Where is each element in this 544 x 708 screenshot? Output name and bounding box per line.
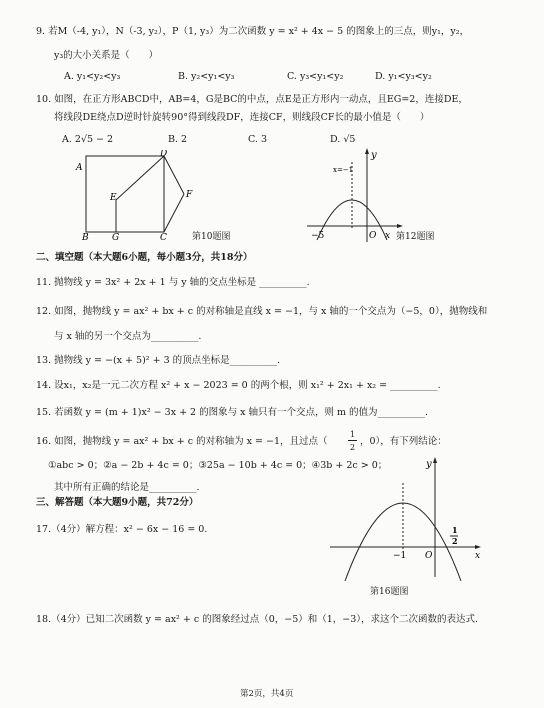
q10-option-b: B. 2 xyxy=(168,134,188,145)
q16-conclusions: ①abc > 0；②a − 2b + 4c = 0；③25a − 10b + 4c = 0；④3b + 2c > 0； xyxy=(48,460,388,471)
q10-stem-line2: 将线段DE绕点D逆时针旋转90°得到线段DF，连接CF，则线段CF长的最小值是（ ） xyxy=(54,112,430,123)
fig16-half-den: 2 xyxy=(452,536,458,546)
q9-option-c: C. y₃<y₁<y₂ xyxy=(287,71,344,82)
q14-text: 14. 设x₁，x₂是一元二次方程 x² + x − 2023 = 0 的两个根，则 x₁² + 2x₁ + x₂ = __________. xyxy=(36,380,441,391)
q9-option-d: D. y₁<y₃<y₂ xyxy=(375,71,432,82)
fig10-square-diagram xyxy=(74,150,204,240)
fig16-neg1-label: −1 xyxy=(393,551,407,561)
q9-stem-line1: 9. 若M（-4, y₁），N（-3, y₂），P（1, y₃）为二次函数 y = x² + 4x − 5 的图象上的三点，则y₁，y₂， xyxy=(36,26,470,37)
q11-text: 11. 抛物线 y = 3x² + 2x + 1 与 y 轴的交点坐标是 __________. xyxy=(36,277,310,288)
page-footer: 第2页，共4页 xyxy=(240,689,294,699)
fig12-parabola-graph xyxy=(305,148,405,244)
q9-stem-line2: y₃的大小关系是（ ） xyxy=(54,50,159,61)
fig12-neg5-label: −5 xyxy=(311,231,325,241)
fig16-x-arrow xyxy=(475,545,481,549)
fig10-label-b: B xyxy=(82,233,89,240)
q18-text: 18.（4分）已知二次函数 y = ax² + c 的图象经过点（0，−5）和（1，−3），求这个二次函数的表达式. xyxy=(36,614,479,625)
q16-frac-num: 1 xyxy=(350,430,356,439)
fig10-label-e: E xyxy=(110,193,117,203)
fig16-parabola xyxy=(345,503,461,581)
fig12-caption: 第12题图 xyxy=(396,232,435,242)
fig12-x-arrow xyxy=(397,224,403,228)
fig12-symmetry-label: x=−1 xyxy=(333,166,354,174)
q12-stem-line1: 12. 如图，抛物线 y = ax² + bx + c 的对称轴是直线 x = −1，与 x 轴的一个交点为（−5，0），抛物线和 xyxy=(36,306,488,317)
q9-option-a: A. y₁<y₂<y₃ xyxy=(64,71,121,82)
q10-option-c: C. 3 xyxy=(248,134,268,145)
section2-title: 二、填空题（本大题6小题，每小题3分，共18分） xyxy=(36,252,253,263)
fig10-caption: 第10题图 xyxy=(192,232,231,242)
fig16-x-label: x xyxy=(475,551,481,561)
q9-option-b: B. y₂<y₁<y₃ xyxy=(178,71,235,82)
fig10-label-d: D xyxy=(160,150,168,159)
q10-option-d: D. √5 xyxy=(330,134,356,145)
fig10-segment-fc xyxy=(164,194,184,232)
section3-title: 三、解答题（本大题9小题，共72分） xyxy=(36,497,199,508)
q16-stem-line1-end: ，0），有下列结论： xyxy=(360,436,447,447)
q13-text: 13. 抛物线 y = −(x + 5)² + 3 的顶点坐标是__________. xyxy=(36,355,281,366)
fig16-half-num: 1 xyxy=(452,525,458,535)
fig16-y-arrow xyxy=(433,457,437,463)
fig10-label-f: F xyxy=(186,190,193,200)
fig12-origin-label: O xyxy=(369,231,377,241)
fig12-y-arrow xyxy=(365,148,369,154)
q16-stem-line1: 16. 如图，抛物线 y = ax² + bx + c 的对称轴为 x = −1，且过点（ xyxy=(36,436,328,447)
fig16-parabola-graph xyxy=(325,455,490,585)
q10-option-a: A. 2√5 − 2 xyxy=(62,134,114,145)
fig16-caption: 第16题图 xyxy=(370,587,409,597)
q17-text: 17.（4分）解方程：x² − 6x − 16 = 0. xyxy=(36,524,208,535)
fig10-segment-df xyxy=(164,156,184,194)
fig10-segment-de xyxy=(116,156,164,200)
fig10-label-c: C xyxy=(160,233,167,240)
fig16-origin-label: O xyxy=(425,551,433,561)
q10-stem-line1: 10. 如图，在正方形ABCD中，AB=4，G是BC的中点，点E是正方形内一动点，且EG=2，连接DE， xyxy=(36,94,468,105)
q16-answer-prompt: 其中所有正确的结论是__________. xyxy=(54,482,200,493)
fig10-label-g: G xyxy=(112,233,120,240)
q16-frac-bar xyxy=(348,440,357,441)
fig12-x-label: x xyxy=(385,231,391,241)
q12-stem-line2: 与 x 轴的另一个交点为__________. xyxy=(54,331,202,342)
fig16-y-label: y xyxy=(426,459,432,470)
q15-text: 15. 若函数 y = (m + 1)x² − 3x + 2 的图象与 x 轴只有一个交点，则 m 的值为__________. xyxy=(36,407,429,418)
fig10-label-a: A xyxy=(76,163,83,173)
fig12-y-label: y xyxy=(371,150,377,161)
q16-frac-den: 2 xyxy=(350,443,356,452)
